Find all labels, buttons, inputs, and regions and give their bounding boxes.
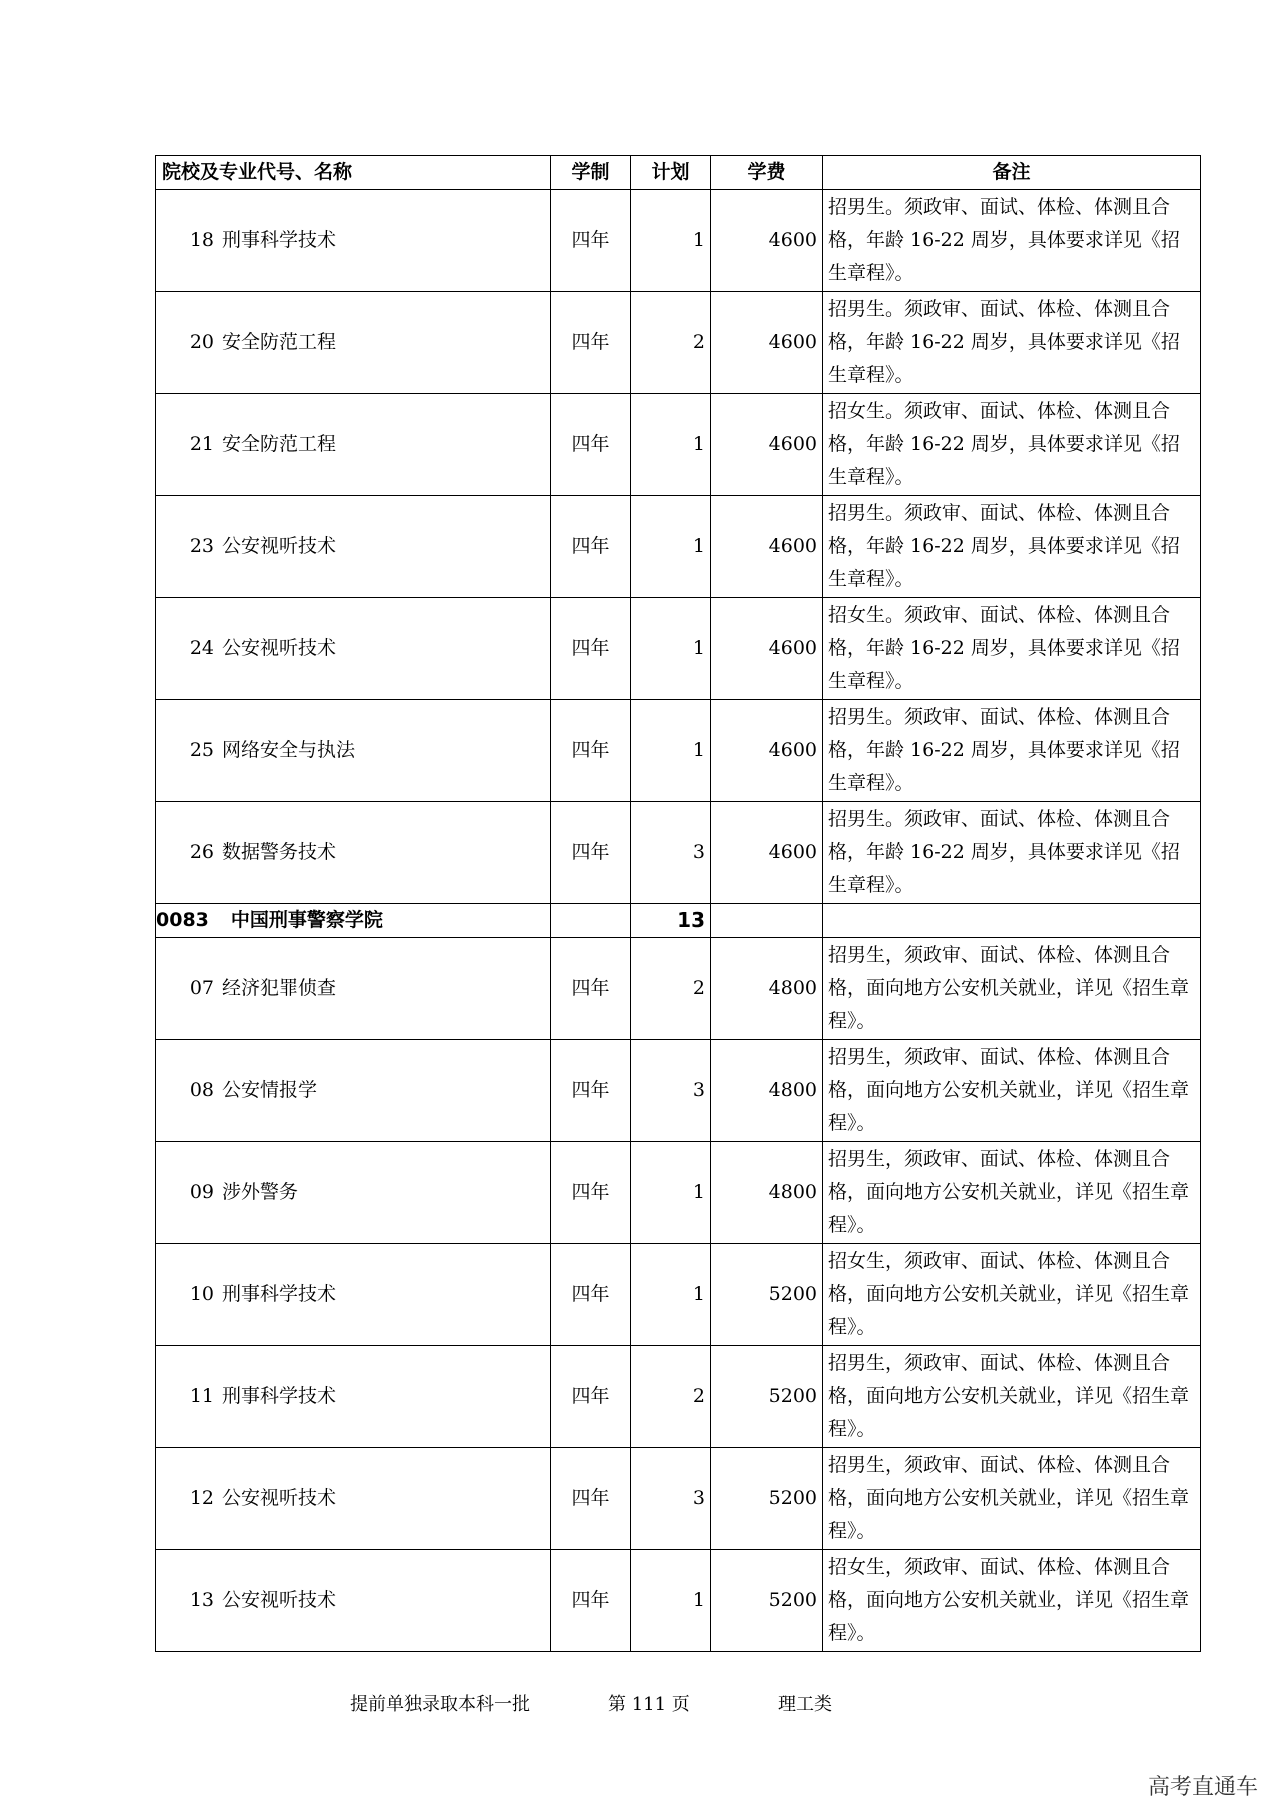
footer-batch: 提前单独录取本科一批 xyxy=(350,1694,530,1715)
cell-name xyxy=(156,938,551,1040)
major-code: 07 xyxy=(189,977,214,999)
table-row xyxy=(156,802,1201,904)
major-code: 13 xyxy=(189,1589,214,1611)
header-name: 院校及专业代号、名称 xyxy=(156,156,551,190)
major-code: 08 xyxy=(189,1079,214,1101)
cell-fee xyxy=(711,904,823,938)
table-row xyxy=(156,1550,1201,1652)
cell-plan: 1 xyxy=(631,1244,711,1346)
cell-duration: 四年 xyxy=(551,1448,631,1550)
cell-fee: 4800 xyxy=(711,938,823,1040)
cell-duration xyxy=(551,904,631,938)
cell-note: 招男生。须政审、面试、体检、体测且合格，年龄 16-22 周岁，具体要求详见《招生章程》。 xyxy=(823,700,1201,802)
cell-plan: 1 xyxy=(631,1550,711,1652)
cell-fee: 4600 xyxy=(711,394,823,496)
cell-name xyxy=(156,1040,551,1142)
cell-plan: 1 xyxy=(631,700,711,802)
watermark: 高考直通车 xyxy=(1147,1775,1258,1800)
major-name: 公安视听技术 xyxy=(222,637,337,659)
cell-plan: 2 xyxy=(631,1346,711,1448)
cell-note: 招男生，须政审、面试、体检、体测且合格，面向地方公安机关就业，详见《招生章程》。 xyxy=(823,1346,1201,1448)
cell-duration: 四年 xyxy=(551,1244,631,1346)
cell-note: 招女生，须政审、面试、体检、体测且合格，面向地方公安机关就业，详见《招生章程》。 xyxy=(823,1550,1201,1652)
table-row xyxy=(156,394,1201,496)
table-row xyxy=(156,1244,1201,1346)
major-name: 涉外警务 xyxy=(222,1181,299,1203)
cell-fee: 4600 xyxy=(711,496,823,598)
cell-note: 招男生，须政审、面试、体检、体测且合格，面向地方公安机关就业，详见《招生章程》。 xyxy=(823,1142,1201,1244)
footer-category: 理工类 xyxy=(778,1694,832,1715)
cell-name xyxy=(156,190,551,292)
major-name: 安全防范工程 xyxy=(222,331,337,353)
school-name: 中国刑事警察学院 xyxy=(230,909,383,931)
cell-name xyxy=(156,394,551,496)
cell-name xyxy=(156,904,551,938)
cell-note: 招女生，须政审、面试、体检、体测且合格，面向地方公安机关就业，详见《招生章程》。 xyxy=(823,1244,1201,1346)
cell-note: 招女生。须政审、面试、体检、体测且合格，年龄 16-22 周岁，具体要求详见《招生章程》。 xyxy=(823,394,1201,496)
cell-name xyxy=(156,802,551,904)
cell-duration: 四年 xyxy=(551,1040,631,1142)
cell-plan: 1 xyxy=(631,496,711,598)
table-header-row xyxy=(156,156,1201,190)
table-row xyxy=(156,1040,1201,1142)
cell-note xyxy=(823,904,1201,938)
cell-note: 招男生。须政审、面试、体检、体测且合格，年龄 16-22 周岁，具体要求详见《招生章程》。 xyxy=(823,190,1201,292)
table-row xyxy=(156,496,1201,598)
major-code: 11 xyxy=(189,1385,214,1407)
cell-duration: 四年 xyxy=(551,1346,631,1448)
header-note: 备注 xyxy=(823,156,1201,190)
cell-plan: 13 xyxy=(631,904,711,938)
cell-note: 招男生，须政审、面试、体检、体测且合格，面向地方公安机关就业，详见《招生章程》。 xyxy=(823,938,1201,1040)
cell-duration: 四年 xyxy=(551,496,631,598)
cell-plan: 1 xyxy=(631,1142,711,1244)
cell-plan: 3 xyxy=(631,1040,711,1142)
cell-duration: 四年 xyxy=(551,938,631,1040)
cell-note: 招女生。须政审、面试、体检、体测且合格，年龄 16-22 周岁，具体要求详见《招生章程》。 xyxy=(823,598,1201,700)
cell-note: 招男生，须政审、面试、体检、体测且合格，面向地方公安机关就业，详见《招生章程》。 xyxy=(823,1040,1201,1142)
cell-duration: 四年 xyxy=(551,394,631,496)
major-code: 10 xyxy=(189,1283,214,1305)
major-code: 12 xyxy=(189,1487,214,1509)
school-code: 0083 xyxy=(156,909,209,931)
cell-note: 招男生。须政审、面试、体检、体测且合格，年龄 16-22 周岁，具体要求详见《招生章程》。 xyxy=(823,292,1201,394)
cell-plan: 2 xyxy=(631,938,711,1040)
cell-plan: 1 xyxy=(631,190,711,292)
major-name: 安全防范工程 xyxy=(222,433,337,455)
major-name: 刑事科学技术 xyxy=(222,1283,337,1305)
cell-duration: 四年 xyxy=(551,190,631,292)
cell-fee: 5200 xyxy=(711,1346,823,1448)
cell-fee: 4600 xyxy=(711,292,823,394)
table-row xyxy=(156,1142,1201,1244)
cell-name xyxy=(156,1142,551,1244)
major-name: 网络安全与执法 xyxy=(222,739,356,761)
major-name: 刑事科学技术 xyxy=(222,1385,337,1407)
table-row xyxy=(156,700,1201,802)
cell-name xyxy=(156,292,551,394)
cell-note: 招男生。须政审、面试、体检、体测且合格，年龄 16-22 周岁，具体要求详见《招生章程》。 xyxy=(823,496,1201,598)
major-code: 26 xyxy=(189,841,214,863)
footer-page-number: 第 111 页 xyxy=(608,1694,690,1715)
cell-fee: 5200 xyxy=(711,1448,823,1550)
major-code: 21 xyxy=(189,433,214,455)
school-row xyxy=(156,904,1201,938)
major-name: 公安视听技术 xyxy=(222,1589,337,1611)
cell-plan: 2 xyxy=(631,292,711,394)
cell-note: 招男生。须政审、面试、体检、体测且合格，年龄 16-22 周岁，具体要求详见《招生章程》。 xyxy=(823,802,1201,904)
cell-fee: 4800 xyxy=(711,1142,823,1244)
table-body xyxy=(156,190,1201,1652)
header-fee: 学费 xyxy=(711,156,823,190)
major-name: 公安视听技术 xyxy=(222,1487,337,1509)
cell-note: 招男生，须政审、面试、体检、体测且合格，面向地方公安机关就业，详见《招生章程》。 xyxy=(823,1448,1201,1550)
major-code: 23 xyxy=(189,535,214,557)
cell-duration: 四年 xyxy=(551,1142,631,1244)
cell-name xyxy=(156,700,551,802)
cell-name xyxy=(156,1448,551,1550)
major-code: 20 xyxy=(189,331,214,353)
major-code: 24 xyxy=(189,637,214,659)
cell-duration: 四年 xyxy=(551,700,631,802)
major-code: 09 xyxy=(189,1181,214,1203)
cell-name xyxy=(156,1244,551,1346)
cell-name xyxy=(156,1346,551,1448)
cell-name xyxy=(156,1550,551,1652)
table-row xyxy=(156,598,1201,700)
admission-plan-table xyxy=(155,155,1201,1652)
table-row xyxy=(156,938,1201,1040)
cell-duration: 四年 xyxy=(551,802,631,904)
cell-duration: 四年 xyxy=(551,1550,631,1652)
major-name: 刑事科学技术 xyxy=(222,229,337,251)
cell-name xyxy=(156,598,551,700)
cell-plan: 3 xyxy=(631,1448,711,1550)
cell-fee: 4600 xyxy=(711,598,823,700)
cell-fee: 5200 xyxy=(711,1550,823,1652)
major-name: 公安视听技术 xyxy=(222,535,337,557)
header-plan: 计划 xyxy=(631,156,711,190)
cell-fee: 4600 xyxy=(711,700,823,802)
major-code: 18 xyxy=(189,229,214,251)
table-row xyxy=(156,1346,1201,1448)
major-name: 数据警务技术 xyxy=(222,841,337,863)
cell-fee: 4600 xyxy=(711,190,823,292)
cell-duration: 四年 xyxy=(551,598,631,700)
cell-fee: 5200 xyxy=(711,1244,823,1346)
cell-fee: 4600 xyxy=(711,802,823,904)
table-row xyxy=(156,190,1201,292)
cell-name xyxy=(156,496,551,598)
table-row xyxy=(156,292,1201,394)
header-duration: 学制 xyxy=(551,156,631,190)
major-code: 25 xyxy=(189,739,214,761)
table-row xyxy=(156,1448,1201,1550)
major-name: 公安情报学 xyxy=(222,1079,318,1101)
cell-plan: 1 xyxy=(631,394,711,496)
cell-duration: 四年 xyxy=(551,292,631,394)
cell-plan: 1 xyxy=(631,598,711,700)
major-name: 经济犯罪侦查 xyxy=(222,977,337,999)
cell-plan: 3 xyxy=(631,802,711,904)
cell-fee: 4800 xyxy=(711,1040,823,1142)
